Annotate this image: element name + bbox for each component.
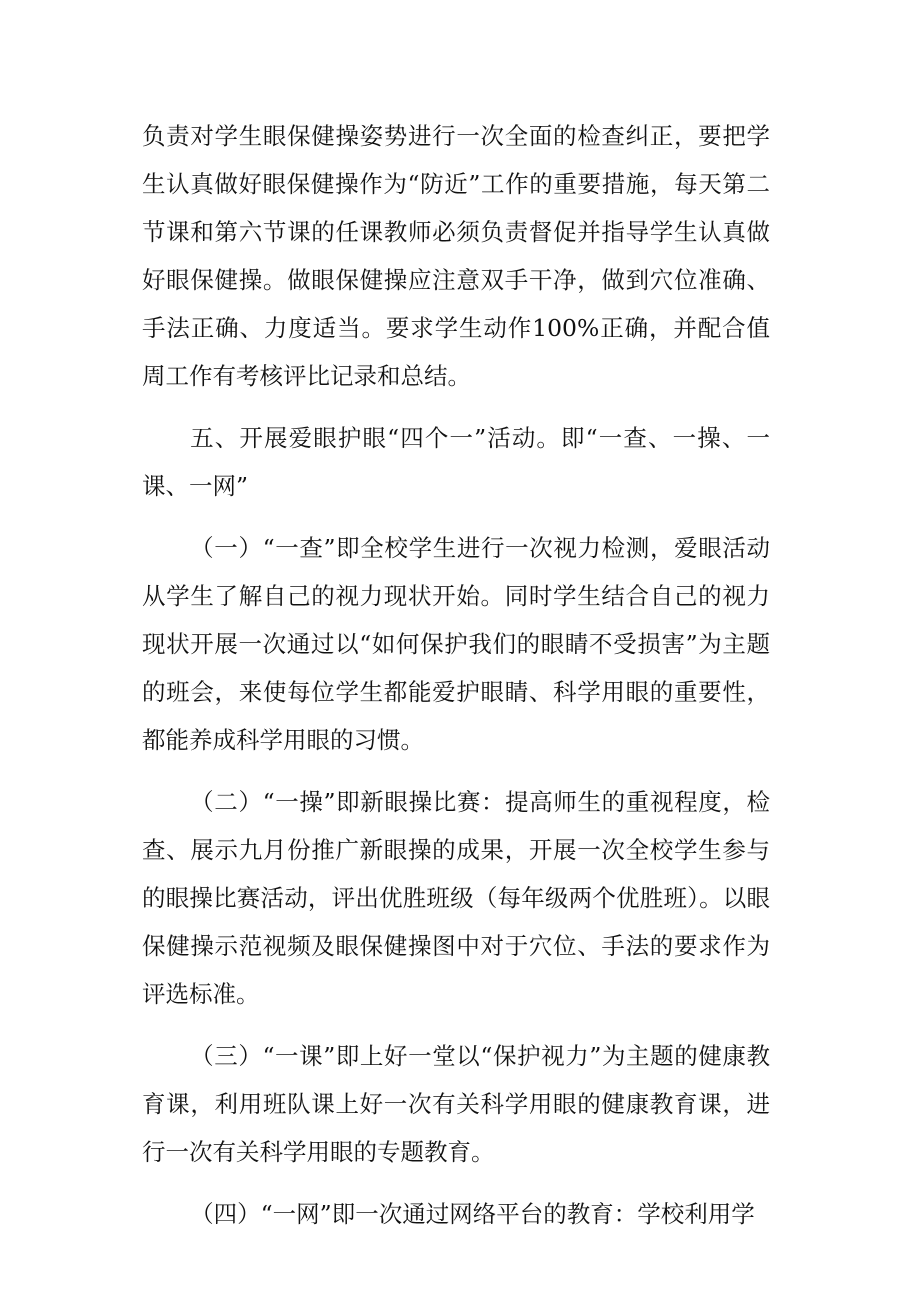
paragraph-section-five-heading: 五、开展爱眼护眼“四个一”活动。即“一查、一操、一课、一网”: [142, 424, 770, 500]
document-body: [142, 112, 770, 1238]
paragraph-item-four-network: （四）“一网”即一次通过网络平台的教育：学校利用学: [190, 1200, 755, 1228]
paragraph-item-two-exercise: （二）“一操”即新眼操比赛：提高师生的重视程度，检查、展示九月份推广新眼操的成果，开展一次全校学生参与的眼操比赛活动，评出优胜班级（每年级两个优胜班）。以眼保健操示范视频及眼保健操图中对于穴位、手法的要求作为评选标准。: [142, 788, 770, 1008]
paragraph-eye-exercise-check: 负责对学生眼保健操姿势进行一次全面的检查纠正，要把学生认真做好眼保健操作为“防近”工作的重要措施，每天第二节课和第六节课的任课教师必须负责督促并指导学生认真做好眼保健操。做眼保健操应注意双手干净，做到穴位准确、手法正确、力度适当。要求学生动作100%正确，并配合值周工作有考核评比记录和总结。: [142, 122, 770, 390]
paragraph-item-one-check: （一）“一查”即全校学生进行一次视力检测，爱眼活动从学生了解自己的视力现状开始。同时学生结合自己的视力现状开展一次通过以“如何保护我们的眼睛不受损害”为主题的班会，来使每位学生都能爱护眼睛、科学用眼的重要性，都能养成科学用眼的习惯。: [142, 534, 770, 754]
paragraph-item-three-lesson: （三）“一课”即上好一堂以“保护视力”为主题的健康教育课，利用班队课上好一次有关科学用眼的健康教育课，进行一次有关科学用眼的专题教育。: [142, 1042, 770, 1166]
